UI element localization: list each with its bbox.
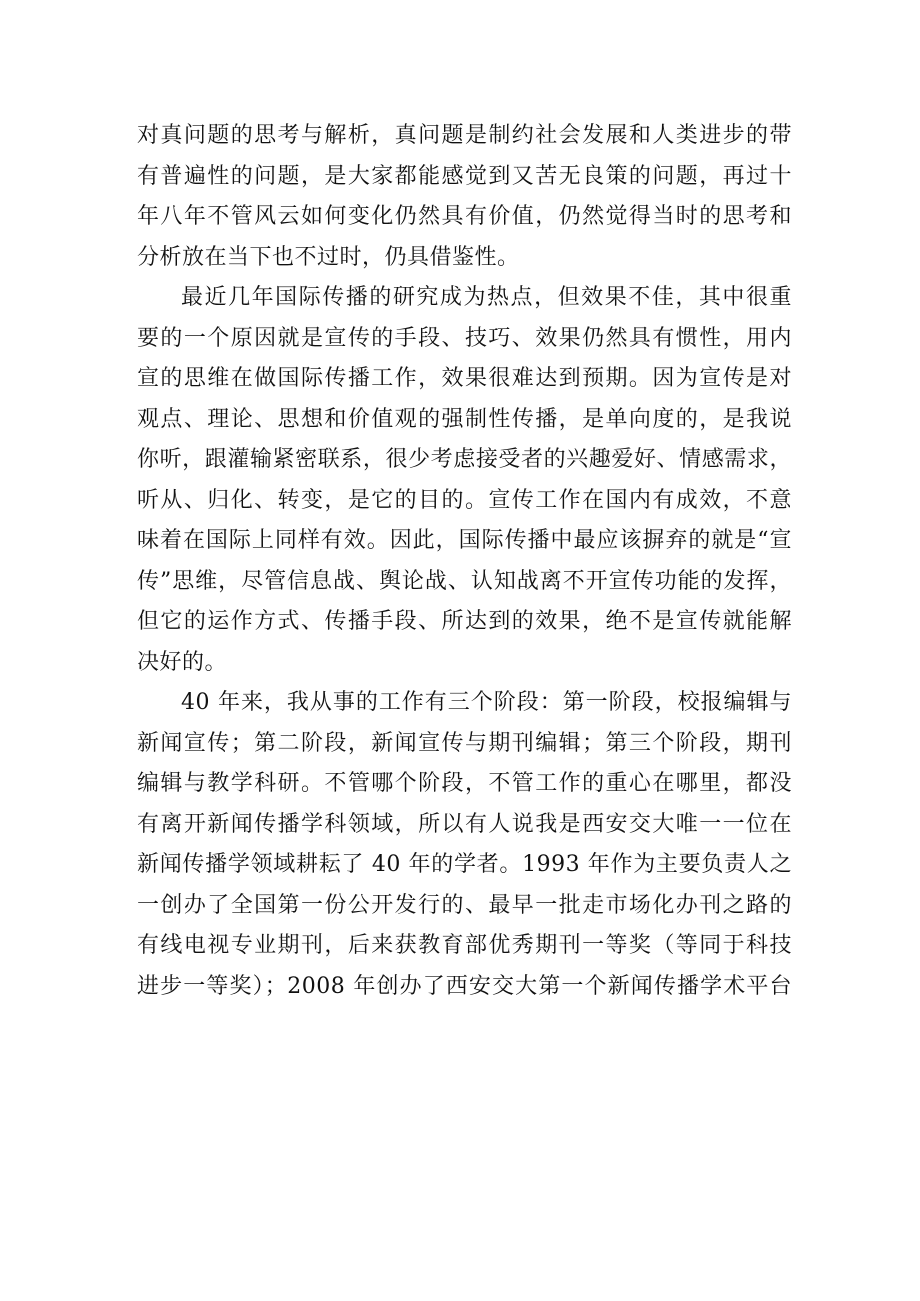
paragraph-3 — [137, 683, 792, 1007]
text-line: 年八年不管风云如何变化仍然具有价值，仍然觉得当时的思考和 — [137, 204, 792, 229]
text-line: 新闻宣传；第二阶段，新闻宣传与期刊编辑；第三个阶段，期刊 — [137, 730, 792, 756]
text-line: 进步一等奖）；2008 年创办了西安交大第一个新闻传播学术平台 — [137, 973, 792, 999]
text-line: 但它的运作方式、传播手段、所达到的效果，绝不是宣传就能解 — [137, 609, 792, 634]
text-line: 味着在国际上同样有效。因此，国际传播中最应该摒弃的就是“宣 — [137, 528, 792, 553]
text-line: 有离开新闻传播学科领域，所以有人说我是西安交大唯一一位在 — [137, 811, 792, 837]
text-line: 你听，跟灌输紧密联系，很少考虑接受者的兴趣爱好、情感需求， — [137, 447, 792, 472]
text-line: 对真问题的思考与解析，真问题是制约社会发展和人类进步的带 — [137, 123, 792, 148]
text-line: 决好的。 — [137, 649, 228, 675]
text-line: 有普遍性的问题，是大家都能感觉到又苦无良策的问题，再过十 — [137, 163, 792, 189]
text-line: 有线电视专业期刊，后来获教育部优秀期刊一等奖（等同于科技 — [137, 933, 792, 958]
text-line: 分析放在当下也不过时，仍具借鉴性。 — [137, 244, 520, 270]
text-line: 观点、理论、思想和价值观的强制性传播，是单向度的，是我说 — [137, 406, 792, 432]
text-line: 要的一个原因就是宣传的手段、技巧、效果仍然具有惯性，用内 — [137, 325, 792, 351]
text-line: 宣的思维在做国际传播工作，效果很难达到预期。因为宣传是对 — [137, 366, 792, 391]
text-line: 新闻传播学领域耕耘了 40 年的学者。1993 年作为主要负责人之 — [137, 852, 792, 877]
text-line: 编辑与教学科研。不管哪个阶段，不管工作的重心在哪里，都没 — [137, 771, 792, 796]
text-line: 40 年来，我从事的工作有三个阶段：第一阶段，校报编辑与 — [181, 690, 792, 715]
text-line: 传”思维，尽管信息战、舆论战、认知战离不开宣传功能的发挥， — [137, 568, 792, 594]
paragraph-2 — [137, 278, 792, 683]
text-line: 最近几年国际传播的研究成为热点，但效果不佳，其中很重 — [181, 285, 792, 310]
text-line: 一创办了全国第一份公开发行的、最早一批走市场化办刊之路的 — [137, 892, 792, 918]
paragraph-1 — [137, 116, 792, 278]
text-line: 听从、归化、转变，是它的目的。宣传工作在国内有成效，不意 — [137, 487, 792, 513]
document-body — [137, 116, 792, 1007]
